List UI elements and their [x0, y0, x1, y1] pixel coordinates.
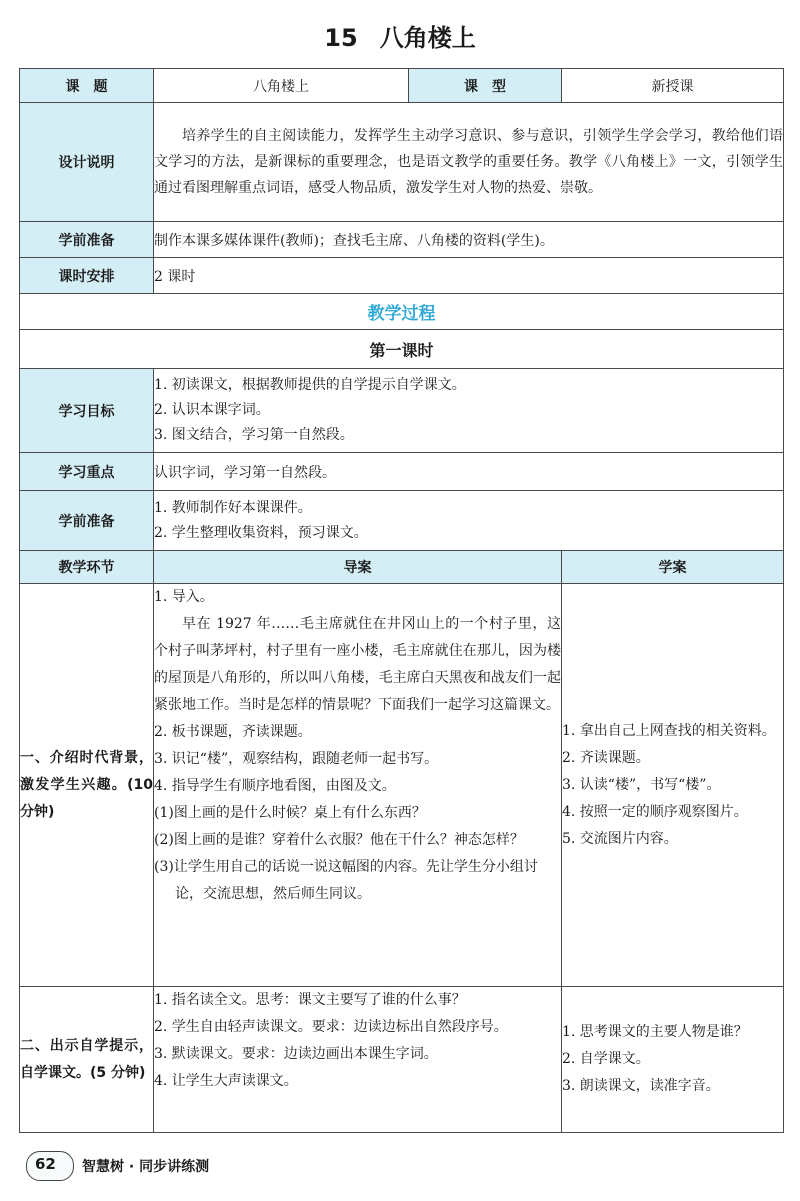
- schedule-text: 2 课时: [154, 258, 784, 294]
- guide-item: 3. 识记“楼”，观察结构，跟随老师一起书写。: [154, 751, 439, 767]
- col-study-header: 学案: [562, 551, 784, 584]
- design-label: 设计说明: [20, 103, 154, 222]
- row-column-headers: [20, 551, 784, 584]
- design-text: 培养学生的自主阅读能力，发挥学生主动学习意识、参与意识，引领学生学会学习，教给他们语文学习的方法，是新课标的重要理念，也是语文教学的重要任务。教学《八角楼上》一文，引领学生通过看图理解重点词语，感受人物品质，激发学生对人物的热爱、崇敬。: [154, 103, 784, 222]
- guide-item: 1. 指名读全文。思考：课文主要写了谁的什么事？: [154, 992, 466, 1008]
- study-item: 4. 按照一定的顺序观察图片。: [562, 803, 748, 820]
- goal-item: 1. 初读课文，根据教师提供的自学提示自学课文。: [154, 377, 466, 393]
- step-1-name: 一、介绍时代背景，激发学生兴趣。(10 分钟): [20, 584, 154, 987]
- step-2-guide: [154, 987, 562, 1133]
- study-item: 2. 自学课文。: [562, 1051, 650, 1067]
- guide-subitem: (1)图上画的是什么时候？桌上有什么东西？: [154, 805, 426, 821]
- prep-label: 学前准备: [20, 222, 154, 258]
- col-guide-header: 导案: [154, 551, 562, 584]
- row-session-prep: [20, 491, 784, 551]
- prep-item: 2. 学生整理收集资料，预习课文。: [154, 524, 368, 541]
- row-prep: [20, 222, 784, 258]
- goal-item: 2. 认识本课字词。: [154, 402, 270, 418]
- type-value: 新授课: [562, 69, 784, 103]
- guide-subitem: (3)让学生用自己的话说一说这幅图的内容。先让学生分小组讨论，交流思想，然后师生同议。: [154, 859, 538, 902]
- row-schedule: [20, 258, 784, 294]
- row-process-heading: [20, 294, 784, 330]
- brand-label: 智慧树 · 同步讲练测: [82, 1159, 210, 1175]
- goals-list: [154, 369, 784, 453]
- type-label: 课 型: [409, 69, 562, 103]
- course-label: 课 题: [20, 69, 154, 103]
- lesson-plan-table: [19, 68, 784, 1133]
- guide-passage: 早在 1927 年……毛主席就住在井冈山上的一个村子里，这个村子叫茅坪村，村子里有一座小楼，毛主席就住在那儿，因为楼的屋顶是八角形的，所以叫八角楼，毛主席白天黑夜和战友们一起紧张地工作。当时是怎样的情景呢？下面我们一起学习这篇课文。: [154, 616, 561, 713]
- page-number: 62: [35, 1155, 56, 1173]
- step-2-study: [562, 987, 784, 1133]
- session-prep-label: 学前准备: [20, 491, 154, 551]
- study-item: 1. 思考课文的主要人物是谁？: [562, 1024, 748, 1040]
- lesson-title: 八角楼上: [379, 24, 476, 52]
- session-prep-list: [154, 491, 784, 551]
- guide-item: 3. 默读课文。要求：边读边画出本课生字词。: [154, 1046, 438, 1062]
- col-step-header: 教学环节: [20, 551, 154, 584]
- row-session-heading: [20, 330, 784, 369]
- guide-item: 2. 学生自由轻声读课文。要求：边读边标出自然段序号。: [154, 1019, 508, 1035]
- focus-label: 学习重点: [20, 453, 154, 491]
- prep-item: 1. 教师制作好本课课件。: [154, 499, 312, 516]
- goal-item: 3. 图文结合，学习第一自然段。: [154, 427, 354, 443]
- study-item: 3. 认读“楼”，书写“楼”。: [562, 776, 721, 793]
- focus-text: 认识字词，学习第一自然段。: [154, 453, 784, 491]
- goals-label: 学习目标: [20, 369, 154, 453]
- study-item: 3. 朗读课文，读准字音。: [562, 1078, 720, 1094]
- guide-subitem: (2)图上画的是谁？穿着什么衣服？他在干什么？神态怎样？: [154, 832, 524, 848]
- prep-text: 制作本课多媒体课件(教师)；查找毛主席、八角楼的资料(学生)。: [154, 222, 784, 258]
- study-item: 5. 交流图片内容。: [562, 830, 678, 847]
- row-course: [20, 69, 784, 103]
- row-goals: [20, 369, 784, 453]
- study-item: 2. 齐读课题。: [562, 749, 650, 766]
- row-step-2: [20, 987, 784, 1133]
- guide-item: 1. 导入。: [154, 589, 214, 605]
- schedule-label: 课时安排: [20, 258, 154, 294]
- guide-item: 2. 板书课题，齐读课题。: [154, 724, 312, 740]
- row-design: [20, 103, 784, 222]
- lesson-number: 15: [324, 24, 358, 52]
- step-1-guide: [154, 584, 562, 987]
- step-2-name: 二、出示自学提示，自学课文。(5 分钟): [20, 987, 154, 1133]
- guide-item: 4. 让学生大声读课文。: [154, 1073, 298, 1089]
- row-step-1: [20, 584, 784, 987]
- course-value: 八角楼上: [154, 69, 409, 103]
- study-item: 1. 拿出自己上网查找的相关资料。: [562, 722, 776, 739]
- page-title: [0, 18, 800, 53]
- row-focus: [20, 453, 784, 491]
- session-heading: 第一课时: [20, 330, 784, 369]
- guide-item: 4. 指导学生有顺序地看图，由图及文。: [154, 778, 396, 794]
- process-heading: 教学过程: [20, 294, 784, 330]
- step-1-study: [562, 584, 784, 987]
